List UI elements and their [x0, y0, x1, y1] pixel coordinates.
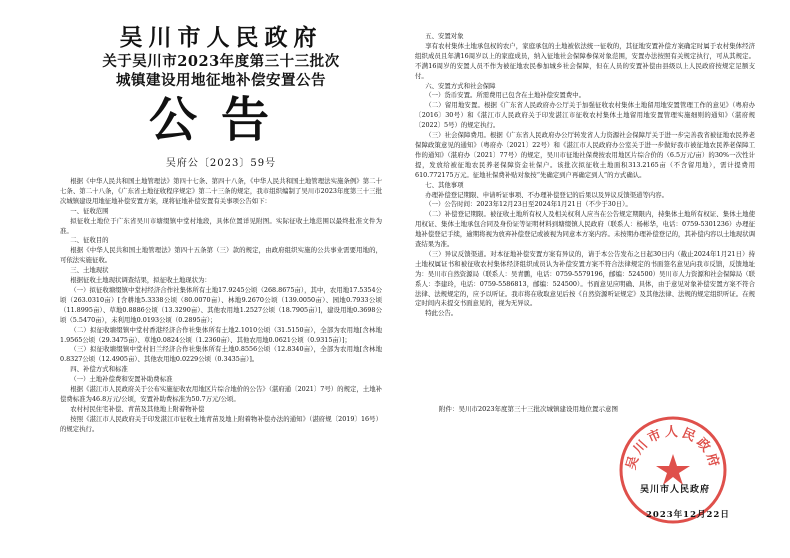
section-7-item-1: （一）公告时间：2023年12月23日至2024年1月21日（不少于30日）。 [425, 200, 632, 209]
signature-organization: 吴川市人民政府 [640, 485, 711, 495]
section-5-heading: 五、安置对象 [425, 32, 464, 40]
section-7-heading: 七、其他事项 [425, 180, 464, 189]
section-5-text: 享有农村集体土地承包权的农户，家庭承包的土地被依法统一征收的，其征地安置补偿方案确定时属于农村集体经济组织成员且年满16周岁以上的家庭成员，纳入征地社会保障参保对象范围，安置办法按照有关规定执行，可从其规定。不满16周岁的安置人员不作为被征地农民参加城乡社会保障，但在人员的安置补偿由县级以上人民政府按规定足额支付。 [415, 41, 755, 80]
section-4-item-2-text: 按照《湛江市人民政府关于印发湛江市征收土地青苗及地上附着物补偿办法的通知》（湛府规〔2019〕16号）的规定执行。 [60, 414, 382, 433]
notice-title-line1: 关于吴川市2023年度第三十三批次 [102, 53, 340, 70]
right-column [415, 32, 755, 319]
section-3-heading: 三、土地现状 [70, 266, 109, 275]
section-6-item-1: （一）货币安置。所需费用已包含在土地补偿安置费中。 [425, 91, 585, 100]
government-name: 吴川市人民政府 [119, 24, 323, 51]
notice-title-line2: 城镇建设用地征地补偿安置公告 [116, 72, 326, 89]
section-3-item-1: （一）拟征收塘缀镇中堂村经济合作社集体所有土地17.9245公顷（268.8675亩），其中，农用地17.5354公顷（263.0310亩）[含耕地5.3338公顷（80.0070亩）、林地9.2670公顷（139.0050亩）、园地0.7933公顷（11.8995亩）、草地0.8886公顷（13.3290亩）、其他农用地1.2527公顷（18.7905亩）]，建设用地0.3698公顷（5.5470亩），未利用地0.0193公顷（0.2895亩）； [60, 285, 382, 324]
section-3-item-2: （二）拟征收塘缀镇中堂村香港经济合作社集体所有土地2.1010公顷（31.5150亩），全部为农用地[含林地1.9565公顷（29.3475亩）、草地0.0824公顷（1.2360亩）、其他农用地0.0621公顷（0.9315亩）]； [60, 325, 382, 344]
section-1-text: 拟征收土地位于广东省吴川市塘缀镇中堂村地段，具体位置详见附图。实际征收土地范围以最终批准文件为准。 [60, 216, 382, 235]
intro-paragraph: 根据《中华人民共和国土地管理法》第四十七条、第四十八条，《中华人民共和国土地管理法实施条例》第二十七条、第二十八条，《广东省土地征收程序规定》第二十三条的规定，我市组织编制了吴川市2023年度第三十三批次城镇建设用地征地补偿安置方案，现将征地补偿安置有关事项公告如下： [60, 177, 382, 205]
signature-date: 2023年12月22日 [646, 510, 730, 520]
section-6-item-3: （三）社会保障费用。根据《广东省人民政府办公厅转发省人力资源社会保障厅关于进一步完善我省被征地农民养老保障政策意见的通知》（粤府办〔2021〕22号）和《湛江市人民政府办公室关于进一步做好我市被征地农民养老保障工作的通知》（湛府办〔2021〕77号）的规定，吴川市征地社保费按农用地区片综合价的（6.5万元/亩）的30%一次性计提，发放给被征地农民养老保障资金社保户。该批次拟征收土地面积313.2165亩（不含留用地），需计提费用610.772175万元。征地社保费补贴对象按“先确定到户再确定到人”的方式确认。 [415, 131, 755, 179]
section-6-item-2: （二）留用地安置。根据《广东省人民政府办公厅关于加强征收农村集体土地留用地安置管理工作的意见》（粤府办〔2016〕30号）和《湛江市人民政府关于印发湛江市征收农村集体土地留用地安置管理实施细则的通知》（湛府规〔2022〕5号）的规定执行。 [415, 101, 755, 130]
section-2-heading: 二、征收目的 [70, 236, 109, 245]
section-4-heading: 四、补偿方式和标准 [70, 365, 128, 374]
section-4-item-2-heading: 农村村民住宅补偿、青苗及其他地上附着物补偿 [70, 404, 205, 413]
section-4-item-1-heading: （一）土地补偿费和安置补助费标准 [70, 375, 173, 384]
document-number: 吴府公〔2023〕59号 [165, 158, 277, 169]
section-6-heading: 六、安置方式和社会保障 [425, 81, 496, 90]
section-7-text: 办理补偿登记期限、申请听证事项、不办理补偿登记的后果以及异议反馈渠道等内容。 [425, 190, 669, 199]
section-3-item-3: （三）拟征收塘缀镇中堂村旧兰经济合作社集体所有土地0.8556公顷（12.8340亩），全部为农用地[含林地0.8327公顷（12.4905亩）、其他农用地0.0229公顷（0.3435亩）]。 [60, 345, 382, 364]
section-1-heading: 一、征收范围 [70, 206, 109, 215]
section-7-item-3: （三）异议反馈渠道。对本征地补偿安置方案有异议的，请于本公告发布之日起30日内（截止2024年1月21日）持土地权属证书和被征收农村集体经济组织成员认为补偿安置方案不符合法律规定的书面签名意见向我市反馈，反馈地址为：吴川市自然资源局（联系人：吴青鹏，电话：0759-5579196，邮编：524500）吴川市人力资源和社会保障局（联系人：李建玲，电话：0759-5586813，邮编：524500）。书面意见应明确、具体，由于意见对象补偿安置方案不符合法律、法规规定的，应予以听证。我市将在收取意见后按《自然资源听证规定》及其他法律、法规的规定组织听证。在规定时间内未提交书面意见的，视为无异议。 [415, 249, 755, 308]
svg-text:吴川市人民政府: 吴川市人民政府 [623, 425, 723, 472]
section-7-item-2: （二）补偿登记期限。被征收土地所有权人及相关权利人应当在公告规定期限内，持集体土地所有权证、集体土地使用权证、集体土地承包合同及身份证等证明材料到塘缀镇人民政府（联系人：杨彬华，电话：0759-5301236）办理征地补偿登记手续，逾期将视为放弃补偿登记或被视为同意本方案内容。未按期办理补偿登记的，其补偿内容以土地现状调查结果为准。 [415, 210, 755, 249]
attachment-note: 附件：吴川市2023年度第三十三批次城镇建设用地位置示意图 [439, 405, 619, 413]
section-3-text: 根据征收土地现状调查结果，拟征收土地现状为： [70, 276, 211, 285]
left-column [60, 24, 382, 435]
notice-heading: 公告 [148, 92, 293, 148]
section-4-item-1-text: 根据《湛江市人民政府关于公布实施征收农用地区片综合地价的公告》（湛府通〔2021〕7号）的规定，土地补偿费标准为46.8万元/公顷，安置补助费标准为50.7万元/公顷。 [60, 385, 382, 403]
section-2-text: 根据《中华人民共和国土地管理法》第四十五条第（三）款的规定，由政府组织实施的公共事业需要用地的，可依法实施征收。 [60, 246, 382, 265]
closing-line: 特此公告。 [425, 309, 458, 318]
